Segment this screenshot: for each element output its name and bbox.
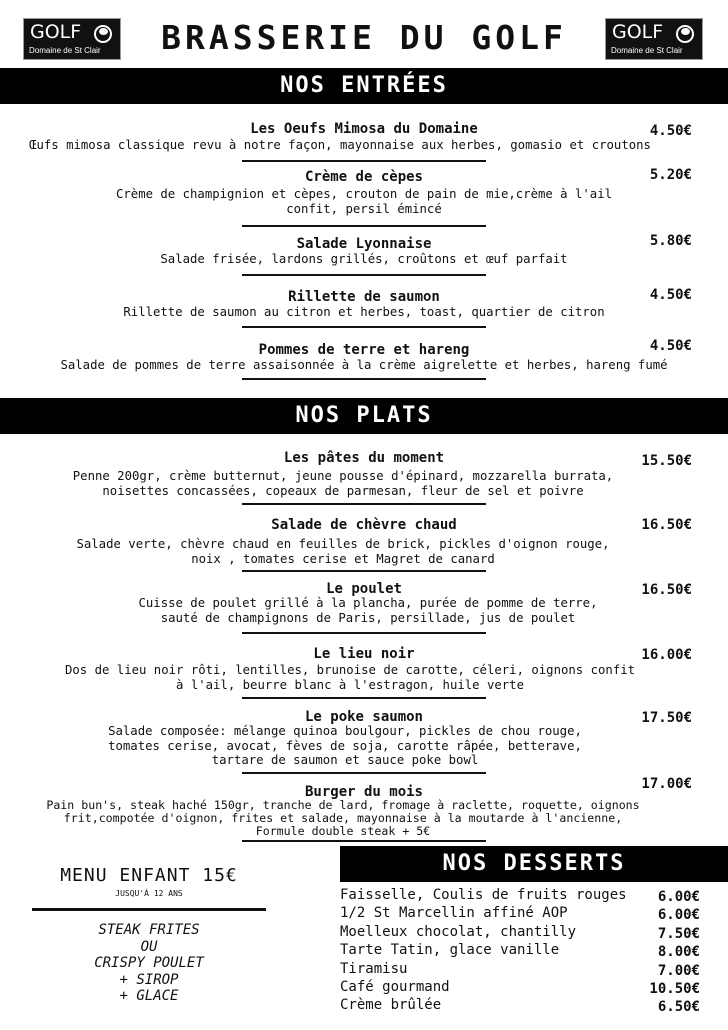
dessert-name: Tiramisu (340, 960, 408, 977)
item-price: 4.50€ (649, 338, 692, 354)
page-title: BRASSERIE DU GOLF (161, 18, 567, 57)
dessert-price: 6.50€ (657, 999, 700, 1016)
logo-subtext: Domaine de St Clair (611, 46, 683, 55)
desserts-heading: NOS DESSERTS (340, 846, 728, 882)
kids-menu-subtitle: JUSQU'À 12 ANS (115, 889, 183, 898)
dessert-row (340, 887, 700, 905)
dessert-price: 6.00€ (657, 889, 700, 905)
item-desc: Salade de pommes de terre assaisonnée à la crème aigrelette et herbes, hareng fumé (60, 358, 668, 372)
dessert-name: Tarte Tatin, glace vanille (340, 942, 560, 959)
dessert-row (340, 942, 700, 960)
item-name: Rillette de saumon (288, 289, 440, 305)
item-desc: Œufs mimosa classique revu à notre façon, mayonnaise aux herbes, gomasio et croutons (29, 138, 651, 152)
dessert-price: 8.00€ (657, 944, 700, 961)
logo-subtext: Domaine de St Clair (29, 46, 101, 55)
dessert-name: Café gourmand (340, 978, 450, 995)
logo-text: GOLF (612, 21, 664, 43)
entrees-heading: NOS ENTRÉES (0, 68, 728, 104)
item-name: Salade Lyonnaise (296, 236, 432, 252)
divider (242, 697, 486, 699)
divider (242, 840, 486, 842)
item-name: Le lieu noir (313, 646, 415, 662)
golf-ball-icon (676, 25, 694, 43)
divider (242, 326, 486, 328)
item-desc: Salade verte, chèvre chaud en feuilles de brick, pickles d'oignon rouge, noix , tomates cerise et Magret de canard (76, 537, 610, 566)
item-price: 16.00€ (641, 647, 692, 663)
item-price: 17.50€ (641, 710, 692, 726)
item-desc: Cuisse de poulet grillé à la plancha, purée de pomme de terre, sauté de champignons de Paris, persillade, jus de poulet (138, 596, 598, 625)
dessert-price: 7.00€ (657, 962, 700, 979)
dessert-name: Crème brûlée (340, 997, 442, 1014)
item-desc: Salade frisée, lardons grillés, croûtons et œuf parfait (160, 252, 568, 266)
dessert-row (340, 997, 700, 1015)
dessert-row (340, 961, 700, 979)
item-price: 17.00€ (641, 776, 692, 792)
logo-right (605, 18, 703, 60)
dessert-name: Faisselle, Coulis de fruits rouges (340, 887, 627, 903)
item-desc: Penne 200gr, crème butternut, jeune pousse d'épinard, mozzarella burrata, noisettes concassées, copeaux de parmesan, fleur de sel et poivre (72, 469, 614, 498)
item-price: 4.50€ (649, 123, 692, 139)
logo-text: GOLF (30, 21, 82, 43)
divider (242, 274, 486, 276)
item-price: 5.80€ (649, 233, 692, 249)
item-desc: Crème de champignion et cèpes, crouton de pain de mie,crème à l'ail confit, persil émincé (115, 187, 613, 216)
divider (242, 772, 486, 774)
item-name: Burger du mois (304, 784, 423, 800)
item-name: Le poulet (326, 581, 402, 597)
item-price: 4.50€ (649, 287, 692, 303)
dessert-row (340, 924, 700, 942)
divider (242, 632, 486, 634)
divider (242, 503, 486, 505)
item-desc: Rillette de saumon au citron et herbes, toast, quartier de citron (123, 305, 605, 319)
item-price: 5.20€ (649, 167, 692, 183)
desserts-list (340, 887, 700, 1016)
divider (32, 908, 266, 911)
item-price: 15.50€ (641, 453, 692, 469)
dessert-row (340, 905, 700, 923)
divider (242, 160, 486, 162)
dessert-name: Moelleux chocolat, chantilly (340, 923, 577, 940)
kids-menu-items: STEAK FRITES OU CRISPY POULET + SIROP + GLACE (94, 922, 204, 1004)
plats-heading: NOS PLATS (0, 398, 728, 434)
divider (242, 570, 486, 572)
item-name: Pommes de terre et hareng (258, 342, 470, 358)
item-name: Les pâtes du moment (283, 450, 445, 466)
item-name: Crème de cèpes (304, 169, 423, 185)
kids-menu-title: MENU ENFANT 15€ (60, 865, 238, 886)
item-price: 16.50€ (641, 517, 692, 533)
divider (242, 378, 486, 380)
dessert-price: 10.50€ (649, 980, 700, 997)
item-price: 16.50€ (641, 582, 692, 598)
dessert-name: 1/2 St Marcellin affiné AOP (340, 905, 568, 922)
item-desc: Salade composée: mélange quinoa boulgour, pickles de chou rouge, tomates cerise, avocat, fèves de soja, carotte râpée, betterave, tartare de saumon et sauce poke bowl (108, 724, 582, 767)
item-name: Salade de chèvre chaud (271, 517, 457, 533)
divider (242, 225, 486, 227)
dessert-price: 7.50€ (657, 925, 700, 942)
item-desc: Pain bun's, steak haché 150gr, tranche de lard, fromage à raclette, roquette, oignons frit,compotée d'oignon, frites et salade, mayonnaise à la moutarde à l'ancienne, Formule double steak + 5€ (46, 798, 640, 838)
dessert-row (340, 979, 700, 997)
dessert-price: 6.00€ (657, 907, 700, 924)
item-name: Le poke saumon (304, 709, 423, 725)
item-name: Les Oeufs Mimosa du Domaine (250, 121, 478, 137)
item-desc: Dos de lieu noir rôti, lentilles, brunoise de carotte, céleri, oignons confit à l'ail, beurre blanc à l'estragon, huile verte (64, 663, 636, 692)
